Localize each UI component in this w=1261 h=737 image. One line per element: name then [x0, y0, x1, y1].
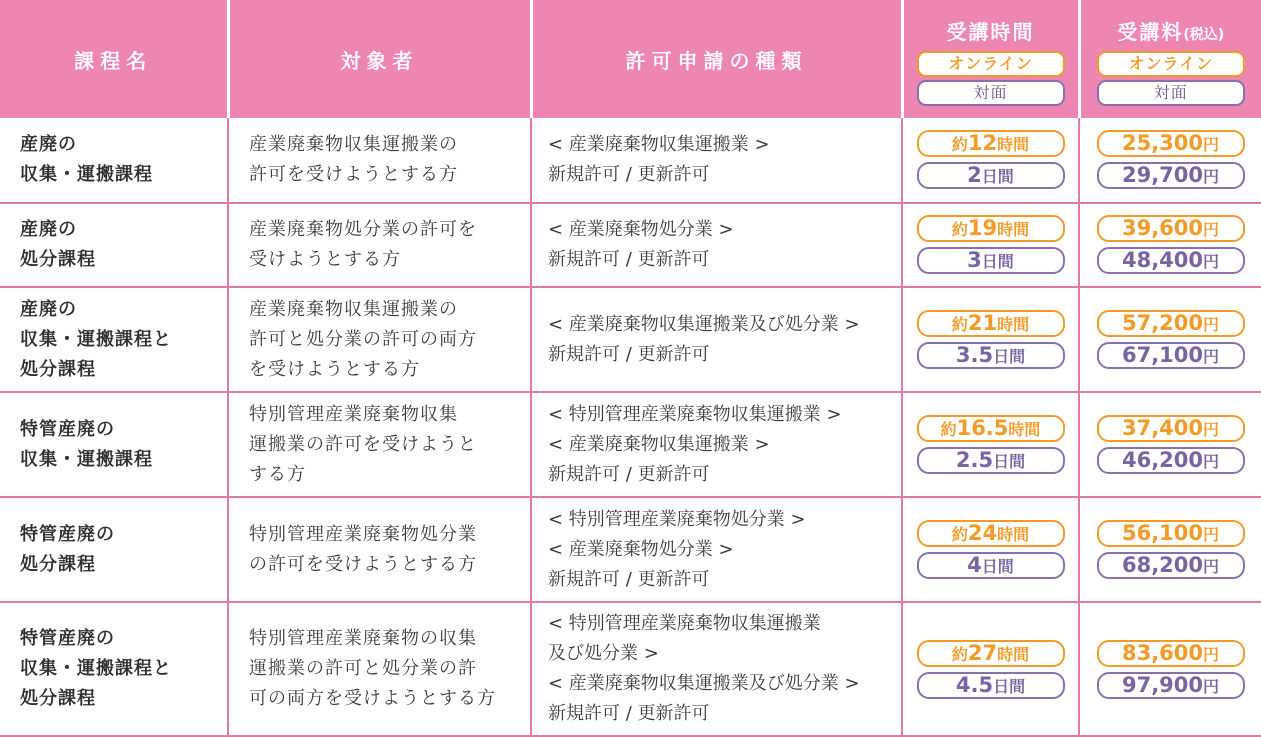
duration-cell — [902, 602, 1079, 736]
course-name-cell-line: 産廃の — [20, 218, 77, 240]
header-fee-note: (税込) — [1183, 27, 1225, 43]
duration-cell — [902, 118, 1079, 203]
about-prefix: 約 — [951, 525, 968, 545]
online-fee-pill — [1097, 640, 1245, 667]
permit-type-cell-line: 新規許可 / 更新許可 — [548, 248, 710, 270]
permit-type-cell — [531, 392, 902, 497]
hours-unit: 時間 — [997, 315, 1030, 335]
online-fee-pill — [1097, 520, 1245, 547]
permit-type-cell-line: < 産業廃棄物処分業 > — [548, 218, 734, 240]
table-row — [0, 203, 1261, 288]
online-hours-value: 16.5 — [956, 416, 1009, 441]
course-name-cell — [0, 497, 228, 602]
permit-type-cell-line: 新規許可 / 更新許可 — [548, 568, 710, 590]
inperson-fee-value: 67,100 — [1121, 343, 1204, 368]
days-unit: 日間 — [993, 347, 1026, 367]
online-fee-value: 39,600 — [1121, 216, 1204, 241]
target-cell — [228, 287, 531, 392]
target-cell — [228, 203, 531, 288]
online-fee-value: 25,300 — [1121, 131, 1204, 156]
inperson-fee-pill — [1097, 447, 1245, 474]
course-name-cell-line: 収集・運搬課程 — [20, 448, 153, 470]
yen-unit: 円 — [1203, 644, 1220, 664]
hours-unit: 時間 — [997, 644, 1030, 664]
table-row — [0, 118, 1261, 203]
online-fee-value: 83,600 — [1121, 640, 1204, 665]
duration-cell — [902, 203, 1079, 288]
course-name-cell — [0, 392, 228, 497]
yen-unit: 円 — [1203, 315, 1220, 335]
course-name-cell-line: 特管産廃の — [20, 523, 115, 545]
target-cell-line: する方 — [249, 463, 306, 485]
permit-type-cell-line: < 特別管理産業廃棄物収集運搬業 — [548, 613, 821, 635]
inperson-fee-value: 46,200 — [1121, 448, 1204, 473]
target-cell-line: 産業廃棄物収集運搬業の — [249, 133, 458, 155]
course-name-cell-line: 収集・運搬課程と — [20, 328, 172, 350]
course-name-cell-line: 処分課程 — [20, 553, 96, 575]
inperson-fee-value: 29,700 — [1121, 163, 1204, 188]
target-cell — [228, 118, 531, 203]
fee-cell — [1079, 118, 1261, 203]
online-hours-value: 12 — [967, 131, 998, 156]
yen-unit: 円 — [1203, 252, 1220, 272]
legend-inperson: 対面 — [1097, 80, 1245, 106]
target-cell-line: の許可を受けようとする方 — [249, 553, 477, 575]
course-name-cell-line: 収集・運搬課程 — [20, 163, 153, 185]
inperson-fee-pill — [1097, 552, 1245, 579]
inperson-fee-pill — [1097, 247, 1245, 274]
legend-inperson: 対面 — [917, 80, 1065, 106]
inperson-days-value: 2.5 — [955, 448, 994, 473]
inperson-days-value: 3.5 — [955, 343, 994, 368]
header-permit — [531, 0, 902, 118]
inperson-fee-pill — [1097, 672, 1245, 699]
permit-type-cell — [531, 118, 902, 203]
yen-unit: 円 — [1203, 220, 1220, 240]
header-course — [0, 0, 228, 118]
target-cell-line: 特別管理産業廃棄物収集 — [249, 403, 458, 425]
permit-type-cell-line: < 産業廃棄物収集運搬業及び処分業 > — [548, 313, 860, 335]
hours-unit: 時間 — [997, 220, 1030, 240]
online-hours-value: 27 — [967, 640, 998, 665]
inperson-fee-value: 97,900 — [1121, 672, 1204, 697]
online-fee-pill — [1097, 415, 1245, 442]
permit-type-cell — [531, 287, 902, 392]
course-name-cell-line: 処分課程 — [20, 688, 96, 710]
course-name-cell — [0, 602, 228, 736]
yen-unit: 円 — [1203, 167, 1220, 187]
permit-type-cell-line: 新規許可 / 更新許可 — [548, 703, 710, 725]
hours-unit: 時間 — [997, 135, 1030, 155]
course-name-cell — [0, 287, 228, 392]
about-prefix: 約 — [951, 135, 968, 155]
header-course-label: 課程名 — [74, 48, 153, 73]
about-prefix: 約 — [951, 644, 968, 664]
table-row — [0, 602, 1261, 736]
course-name-cell-line: 産廃の — [20, 298, 77, 320]
target-cell-line: 運搬業の許可と処分業の許 — [249, 658, 477, 680]
target-cell-line: 可の両方を受けようとする方 — [249, 688, 496, 710]
permit-type-cell — [531, 203, 902, 288]
online-fee-value: 56,100 — [1121, 521, 1204, 546]
course-name-cell — [0, 118, 228, 203]
duration-cell — [902, 497, 1079, 602]
days-unit: 日間 — [993, 676, 1026, 696]
online-hours-value: 21 — [967, 311, 998, 336]
permit-type-cell-line: 新規許可 / 更新許可 — [548, 463, 710, 485]
target-cell-line: を受けようとする方 — [249, 358, 420, 380]
course-name-cell — [0, 203, 228, 288]
hours-unit: 時間 — [1008, 420, 1041, 440]
yen-unit: 円 — [1203, 557, 1220, 577]
course-name-cell-line: 処分課程 — [20, 358, 96, 380]
fee-cell — [1079, 203, 1261, 288]
header-target — [228, 0, 531, 118]
header-hours-label: 受講時間 — [946, 20, 1035, 44]
inperson-days-pill — [917, 552, 1065, 579]
target-cell-line: 許可を受けようとする方 — [249, 163, 458, 185]
yen-unit: 円 — [1203, 347, 1220, 367]
table-header-row — [0, 0, 1261, 118]
target-cell-line: 許可と処分業の許可の両方 — [249, 328, 477, 350]
online-hours-pill — [917, 520, 1065, 547]
header-fee-title — [1081, 16, 1261, 45]
duration-cell — [902, 392, 1079, 497]
yen-unit: 円 — [1203, 135, 1220, 155]
inperson-days-pill — [917, 247, 1065, 274]
header-target-label: 対象者 — [340, 48, 419, 73]
about-prefix: 約 — [951, 220, 968, 240]
permit-type-cell-line: < 特別管理産業廃棄物収集運搬業 > — [548, 403, 842, 425]
online-hours-value: 19 — [967, 216, 998, 241]
online-hours-pill — [917, 215, 1065, 242]
online-hours-pill — [917, 130, 1065, 157]
target-cell-line: 特別管理産業廃棄物処分業 — [249, 523, 477, 545]
days-unit: 日間 — [993, 452, 1026, 472]
inperson-days-value: 4 — [967, 553, 982, 578]
online-hours-pill — [917, 640, 1065, 667]
target-cell-line: 産業廃棄物処分業の許可を — [249, 218, 477, 240]
legend-online: オンライン — [1097, 51, 1245, 77]
inperson-fee-pill — [1097, 162, 1245, 189]
permit-type-cell-line: 及び処分業 > — [548, 643, 659, 665]
hours-unit: 時間 — [997, 525, 1030, 545]
course-name-cell-line: 特管産廃の — [20, 418, 115, 440]
target-cell-line: 運搬業の許可を受けようと — [249, 433, 477, 455]
course-name-cell-line: 産廃の — [20, 133, 77, 155]
inperson-days-pill — [917, 672, 1065, 699]
table-row — [0, 287, 1261, 392]
online-fee-pill — [1097, 215, 1245, 242]
inperson-days-pill — [917, 447, 1065, 474]
header-hours — [902, 0, 1079, 118]
header-fee — [1079, 0, 1261, 118]
yen-unit: 円 — [1203, 452, 1220, 472]
fee-cell — [1079, 602, 1261, 736]
online-fee-pill — [1097, 310, 1245, 337]
target-cell-line: 特別管理産業廃棄物の収集 — [249, 628, 477, 650]
permit-type-cell-line: 新規許可 / 更新許可 — [548, 343, 710, 365]
course-name-cell-line: 特管産廃の — [20, 628, 115, 650]
yen-unit: 円 — [1203, 676, 1220, 696]
course-name-cell-line: 収集・運搬課程と — [20, 658, 172, 680]
online-hours-pill — [917, 310, 1065, 337]
permit-type-cell-line: 新規許可 / 更新許可 — [548, 163, 710, 185]
permit-type-cell — [531, 497, 902, 602]
online-fee-pill — [1097, 130, 1245, 157]
days-unit: 日間 — [981, 252, 1014, 272]
fee-cell — [1079, 392, 1261, 497]
inperson-days-pill — [917, 342, 1065, 369]
inperson-days-pill — [917, 162, 1065, 189]
duration-cell — [902, 287, 1079, 392]
target-cell-line: 受けようとする方 — [249, 248, 401, 270]
permit-type-cell-line: < 産業廃棄物処分業 > — [548, 538, 734, 560]
header-permit-label: 許可申請の種類 — [625, 48, 808, 73]
online-fee-value: 57,200 — [1121, 311, 1204, 336]
inperson-fee-value: 68,200 — [1121, 553, 1204, 578]
inperson-fee-pill — [1097, 342, 1245, 369]
permit-type-cell-line: < 特別管理産業廃棄物処分業 > — [548, 508, 806, 530]
about-prefix: 約 — [951, 315, 968, 335]
about-prefix: 約 — [940, 420, 957, 440]
target-cell — [228, 392, 531, 497]
legend-online: オンライン — [917, 51, 1065, 77]
permit-type-cell-line: < 産業廃棄物収集運搬業及び処分業 > — [548, 673, 860, 695]
inperson-days-value: 3 — [967, 248, 982, 273]
yen-unit: 円 — [1203, 420, 1220, 440]
yen-unit: 円 — [1203, 525, 1220, 545]
target-cell — [228, 602, 531, 736]
inperson-days-value: 2 — [967, 163, 982, 188]
days-unit: 日間 — [981, 557, 1014, 577]
online-hours-pill — [917, 415, 1065, 442]
permit-type-cell — [531, 602, 902, 736]
fee-cell — [1079, 287, 1261, 392]
days-unit: 日間 — [981, 167, 1014, 187]
target-cell-line: 産業廃棄物収集運搬業の — [249, 298, 458, 320]
table-row — [0, 392, 1261, 497]
inperson-fee-value: 48,400 — [1121, 248, 1204, 273]
online-fee-value: 37,400 — [1121, 416, 1204, 441]
online-hours-value: 24 — [967, 521, 998, 546]
fee-cell — [1079, 497, 1261, 602]
permit-type-cell-line: < 産業廃棄物収集運搬業 > — [548, 133, 770, 155]
inperson-days-value: 4.5 — [955, 672, 994, 697]
permit-type-cell-line: < 産業廃棄物収集運搬業 > — [548, 433, 770, 455]
course-name-cell-line: 処分課程 — [20, 248, 96, 270]
table-row — [0, 497, 1261, 602]
target-cell — [228, 497, 531, 602]
header-fee-label: 受講料 — [1117, 20, 1184, 44]
